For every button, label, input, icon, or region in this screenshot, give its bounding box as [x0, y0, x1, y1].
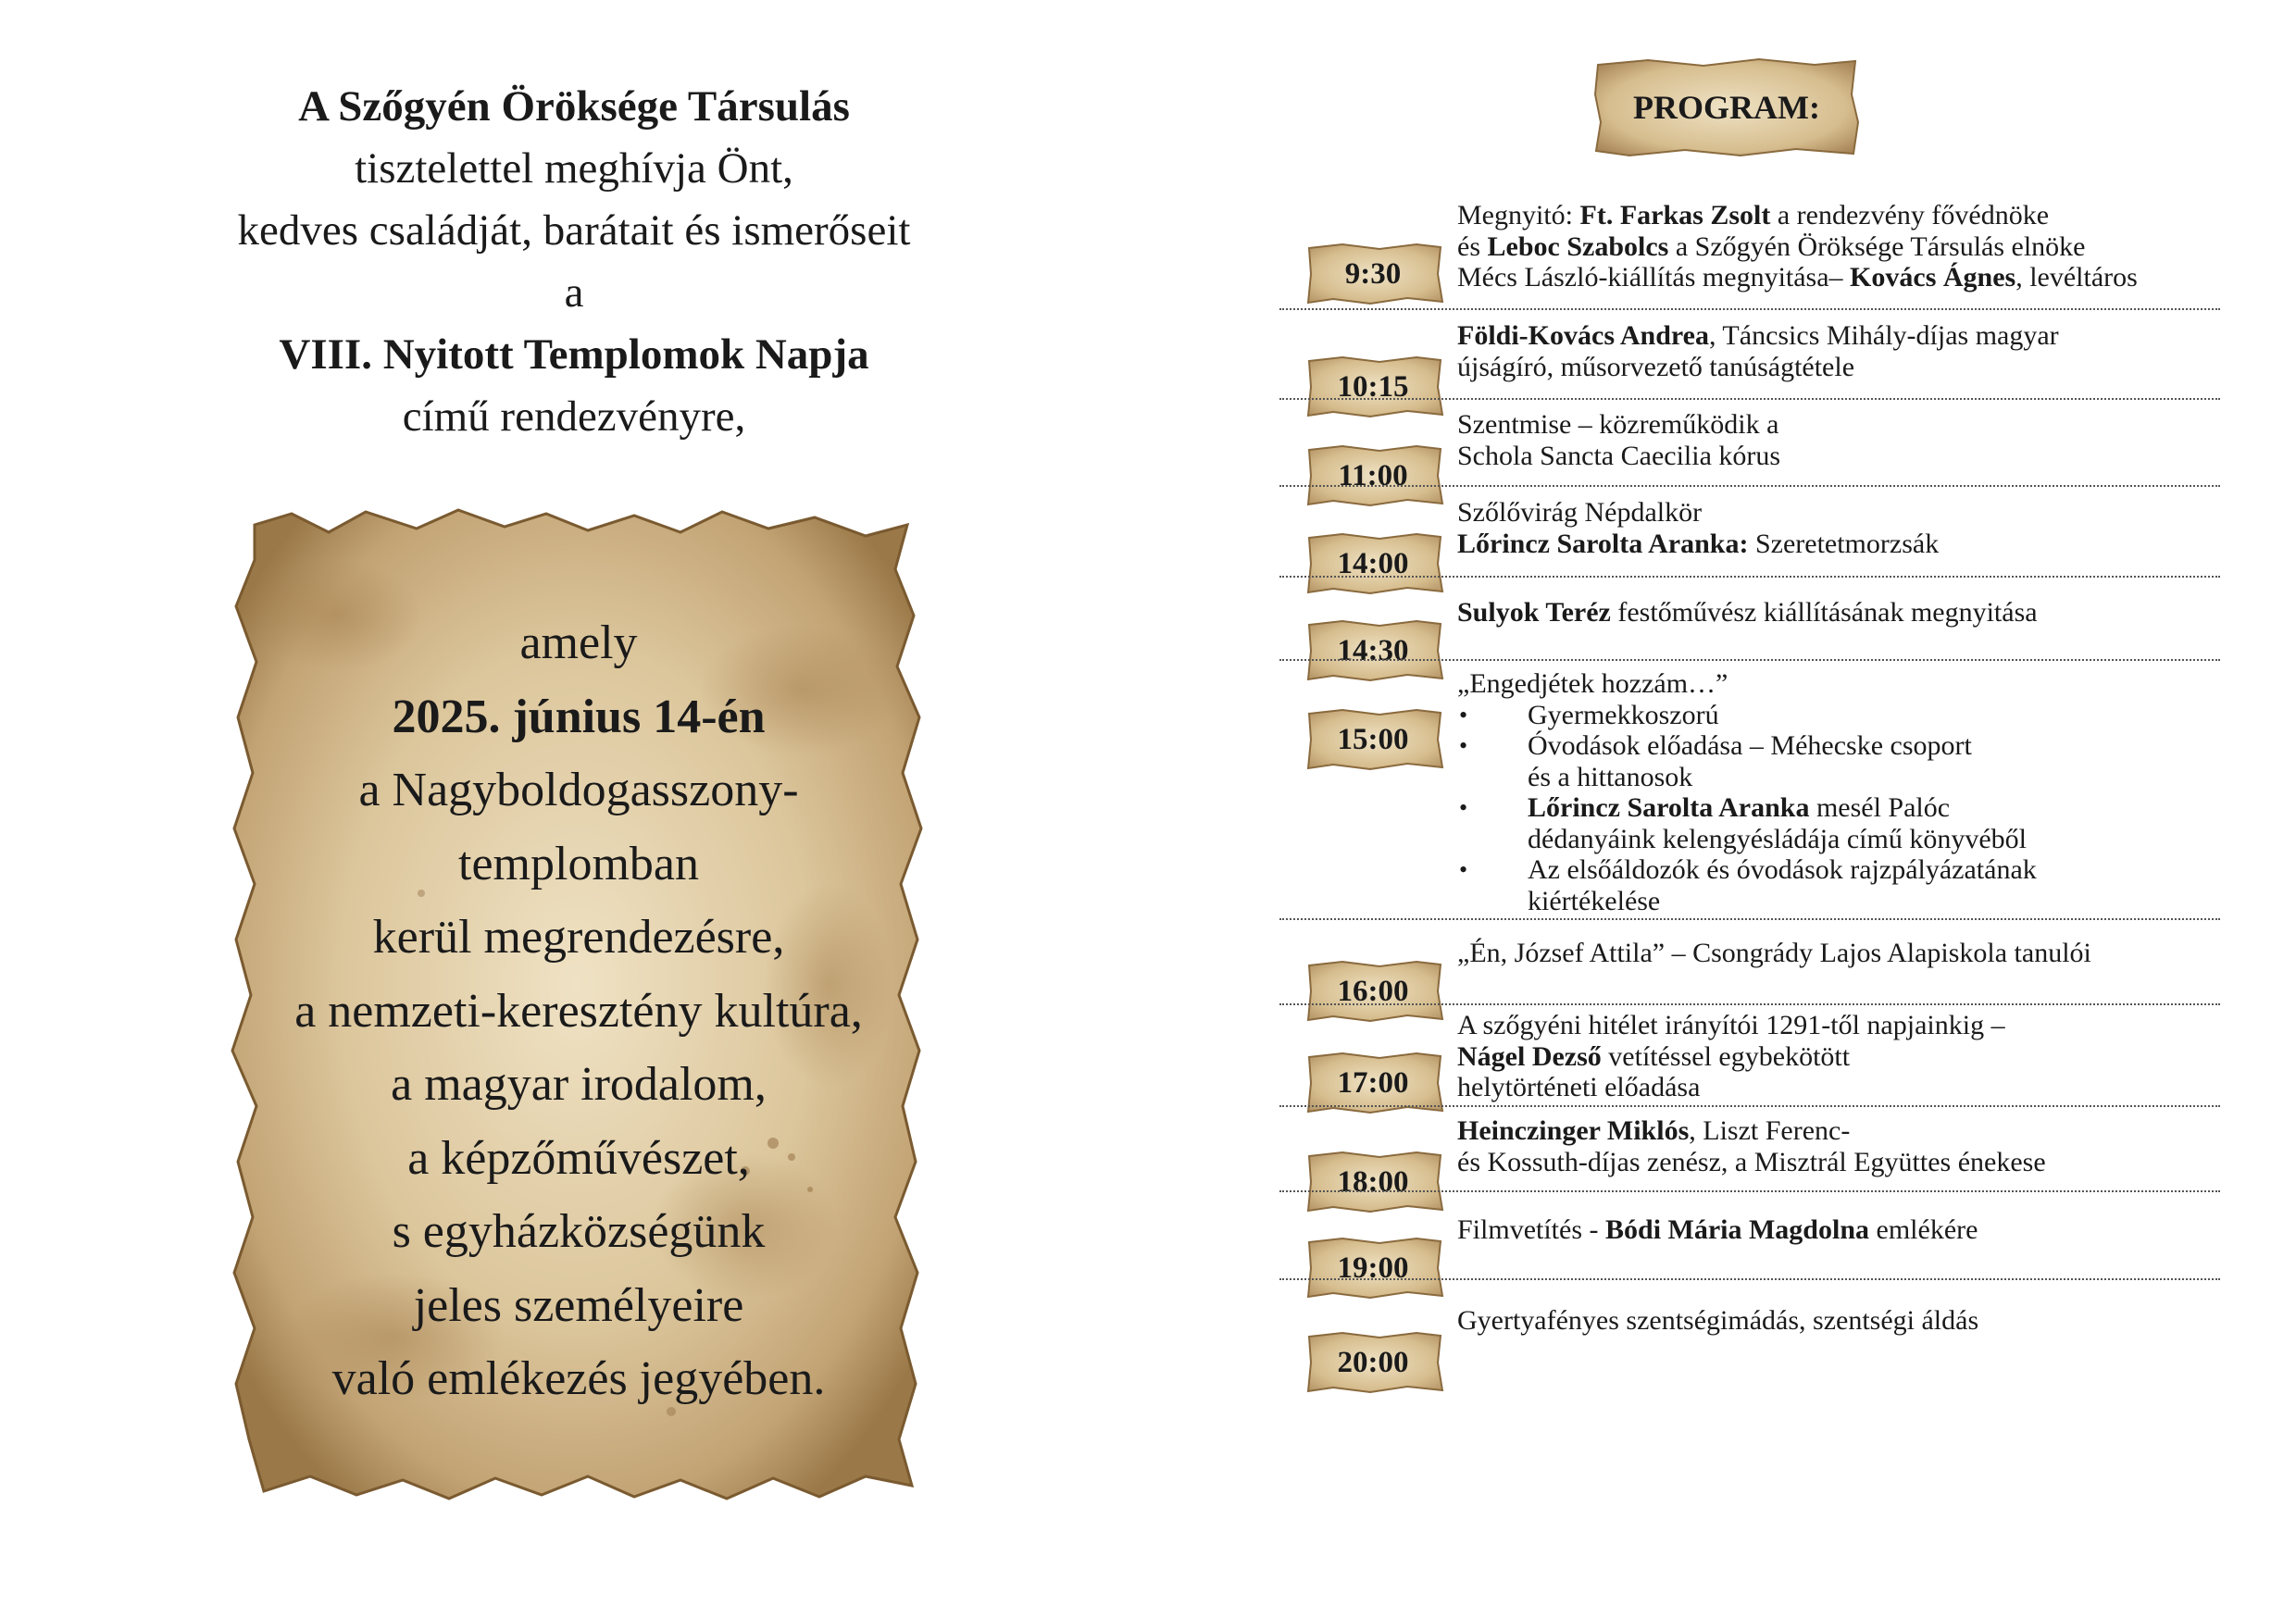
text-segment: Mécs László-kiállítás megnyitása– [1457, 262, 1851, 292]
scroll-line: kerül megrendezésre, [372, 911, 785, 964]
time-label: 9:30 [1344, 257, 1402, 291]
time-label: 14:30 [1337, 634, 1409, 667]
text-segment: mesél Palóc [1809, 792, 1951, 823]
time-badge [1305, 243, 1444, 305]
bullet-line [1528, 700, 2216, 731]
bullet-item [1457, 730, 2216, 792]
time-label: 20:00 [1337, 1346, 1409, 1379]
scroll-line: a magyar irodalom, [391, 1058, 767, 1111]
bullet-item [1457, 700, 2216, 731]
invitation-line: című rendezvényre, [402, 392, 746, 441]
description-line [1457, 597, 2216, 629]
text-segment: Megnyitó: [1457, 200, 1580, 230]
description-line [1457, 1214, 2216, 1246]
text-segment: Filmvetítés - [1457, 1214, 1605, 1245]
text-segment: és a hittanosok [1528, 761, 1693, 792]
text-segment: Az elsőáldozók és óvodások rajzpályázatának [1528, 854, 2037, 885]
time-badge [1305, 708, 1444, 771]
time-label: 17:00 [1337, 1066, 1409, 1100]
bullet-item [1457, 854, 2216, 916]
scroll-line: jeles személyeire [413, 1278, 744, 1332]
scroll-line: a Nagyboldogasszony- [358, 764, 799, 816]
program-description [1457, 1214, 2216, 1246]
text-segment: dédanyáink kelengyésládája című könyvéből [1528, 823, 2027, 854]
time-badge [1305, 1237, 1444, 1300]
text-segment: , Táncsics Mihály-díjas magyar [1708, 320, 2059, 351]
bullet-list [1457, 700, 2216, 917]
description-line [1457, 231, 2216, 263]
bullet-line [1528, 854, 2216, 886]
program-description [1457, 938, 2216, 969]
highlighted-name: Ft. Farkas Zsolt [1579, 200, 1771, 230]
highlighted-name: Nágel Dezső [1457, 1040, 1602, 1072]
description-line [1457, 1147, 2216, 1178]
time-label: 16:00 [1337, 975, 1409, 1008]
description-line [1457, 441, 2216, 472]
bullet-line [1528, 824, 2216, 855]
description-line [1457, 1072, 2216, 1103]
dotted-divider [1279, 485, 2220, 487]
text-segment: „Engedjétek hozzám…” [1457, 668, 1728, 699]
text-segment: újságíró, műsorvezető tanúságtétele [1457, 351, 1855, 382]
program-description [1457, 597, 2216, 629]
dotted-divider [1279, 398, 2220, 400]
bullet-icon: • [1459, 732, 1468, 759]
program-description [1457, 1010, 2216, 1103]
highlighted-name: Kovács Ágnes [1850, 262, 2016, 292]
dotted-divider [1279, 1278, 2220, 1280]
text-segment: , Liszt Ferenc- [1689, 1115, 1851, 1146]
text-segment: emlékére [1869, 1214, 1978, 1245]
highlighted-name: Sulyok Teréz [1457, 597, 1611, 628]
text-segment: Szőlővirág Népdalkör [1457, 497, 1703, 528]
time-label: 18:00 [1337, 1165, 1409, 1199]
time-label: 11:00 [1338, 459, 1408, 492]
description-line [1457, 529, 2216, 560]
description-line [1457, 1115, 2216, 1147]
program-description [1457, 409, 2216, 471]
description-line [1457, 497, 2216, 529]
invitation-line: kedves családját, barátait és ismerőseit [237, 206, 911, 255]
description-line [1457, 668, 2216, 700]
description-line [1457, 200, 2216, 231]
text-segment: festőművész kiállításának megnyitása [1610, 597, 2038, 628]
program-description [1457, 200, 2216, 293]
description-line [1457, 352, 2216, 383]
time-badge [1305, 1151, 1444, 1214]
time-label: 14:00 [1337, 547, 1409, 580]
bullet-line [1528, 886, 2216, 917]
event-date: 2025. június 14-én [392, 690, 766, 743]
program-heading: PROGRAM: [1633, 89, 1820, 126]
text-segment: Szeretetmorzsák [1748, 528, 1940, 559]
bullet-line [1528, 730, 2216, 762]
organization-name: A Szőgyén Öröksége Társulás [298, 82, 850, 131]
text-segment: Gyermekkoszorú [1528, 699, 1719, 730]
time-badge [1305, 532, 1444, 595]
text-segment: és [1457, 230, 1488, 262]
highlighted-name: Földi-Kovács Andrea [1457, 320, 1709, 351]
scroll-line: való emlékezés jegyében. [331, 1352, 826, 1405]
description-line [1457, 320, 2216, 352]
text-segment: helytörténeti előadása [1457, 1072, 1701, 1102]
time-badge [1305, 619, 1444, 682]
text-segment: , levéltáros [2015, 262, 2138, 292]
time-label: 15:00 [1337, 723, 1409, 756]
scroll-line: a nemzeti-keresztény kultúra, [294, 984, 863, 1038]
bullet-icon: • [1459, 856, 1468, 883]
scroll-line: s egyházközségünk [392, 1205, 766, 1258]
text-segment: vetítéssel egybekötött [1601, 1040, 1851, 1072]
text-segment: a Szőgyén Öröksége Társulás elnöke [1668, 230, 2086, 262]
time-badge [1305, 1331, 1444, 1394]
highlighted-name: Bódi Mária Magdolna [1605, 1214, 1870, 1245]
program-description [1457, 668, 2216, 916]
bullet-line [1528, 762, 2216, 793]
scroll-line: templomban [458, 837, 699, 890]
dotted-divider [1279, 1003, 2220, 1005]
time-badge [1305, 355, 1444, 418]
text-segment: Szentmise – közreműködik a [1457, 409, 1779, 440]
description-line [1457, 1305, 2216, 1337]
description-line [1457, 409, 2216, 441]
text-segment: Gyertyafényes szentségimádás, szentségi áldás [1457, 1305, 1979, 1336]
time-label: 19:00 [1337, 1251, 1409, 1285]
highlighted-name: Heinczinger Miklós [1457, 1115, 1690, 1146]
dotted-divider [1279, 576, 2220, 578]
text-segment: A szőgyéni hitélet irányítói 1291-től napjainkig – [1457, 1010, 2005, 1040]
bullet-icon: • [1459, 794, 1468, 821]
scroll-line: a képzőművészet, [407, 1131, 750, 1185]
dotted-divider [1279, 1190, 2220, 1192]
description-line [1457, 938, 2216, 969]
program-description [1457, 1305, 2216, 1337]
time-label: 10:15 [1337, 370, 1409, 404]
dotted-divider [1279, 1105, 2220, 1107]
text-segment: Schola Sancta Caecilia kórus [1457, 440, 1781, 471]
highlighted-name: Lőrincz Sarolta Aranka [1528, 792, 1810, 823]
event-title: VIII. Nyitott Templomok Napja [279, 330, 869, 379]
invitation-line: a [564, 268, 584, 317]
dotted-divider [1279, 918, 2220, 920]
time-badge [1305, 444, 1444, 507]
time-badge [1305, 960, 1444, 1023]
program-description [1457, 497, 2216, 559]
description-line [1457, 262, 2216, 293]
highlighted-name: Leboc Szabolcs [1487, 230, 1669, 262]
program-description [1457, 320, 2216, 382]
description-line [1457, 1010, 2216, 1041]
highlighted-name: Lőrincz Sarolta Aranka: [1457, 528, 1749, 559]
text-segment: „Én, József Attila” – Csongrády Lajos Alapiskola tanulói [1457, 938, 2091, 968]
dotted-divider [1279, 308, 2220, 310]
invitation-line: tisztelettel meghívja Önt, [355, 144, 793, 193]
bullet-item [1457, 792, 2216, 854]
text-segment: a rendezvény fővédnöke [1770, 200, 2050, 230]
text-segment: és Kossuth-díjas zenész, a Misztrál Együttes énekese [1457, 1146, 2046, 1177]
scroll-line: amely [519, 616, 638, 669]
text-segment: kiértékelése [1528, 885, 1661, 916]
dotted-divider [1279, 659, 2220, 661]
bullet-line [1528, 792, 2216, 824]
text-segment: Óvodások előadása – Méhecske csoport [1528, 730, 1972, 761]
bullet-icon: • [1459, 701, 1468, 728]
description-line [1457, 1041, 2216, 1073]
program-description [1457, 1115, 2216, 1177]
